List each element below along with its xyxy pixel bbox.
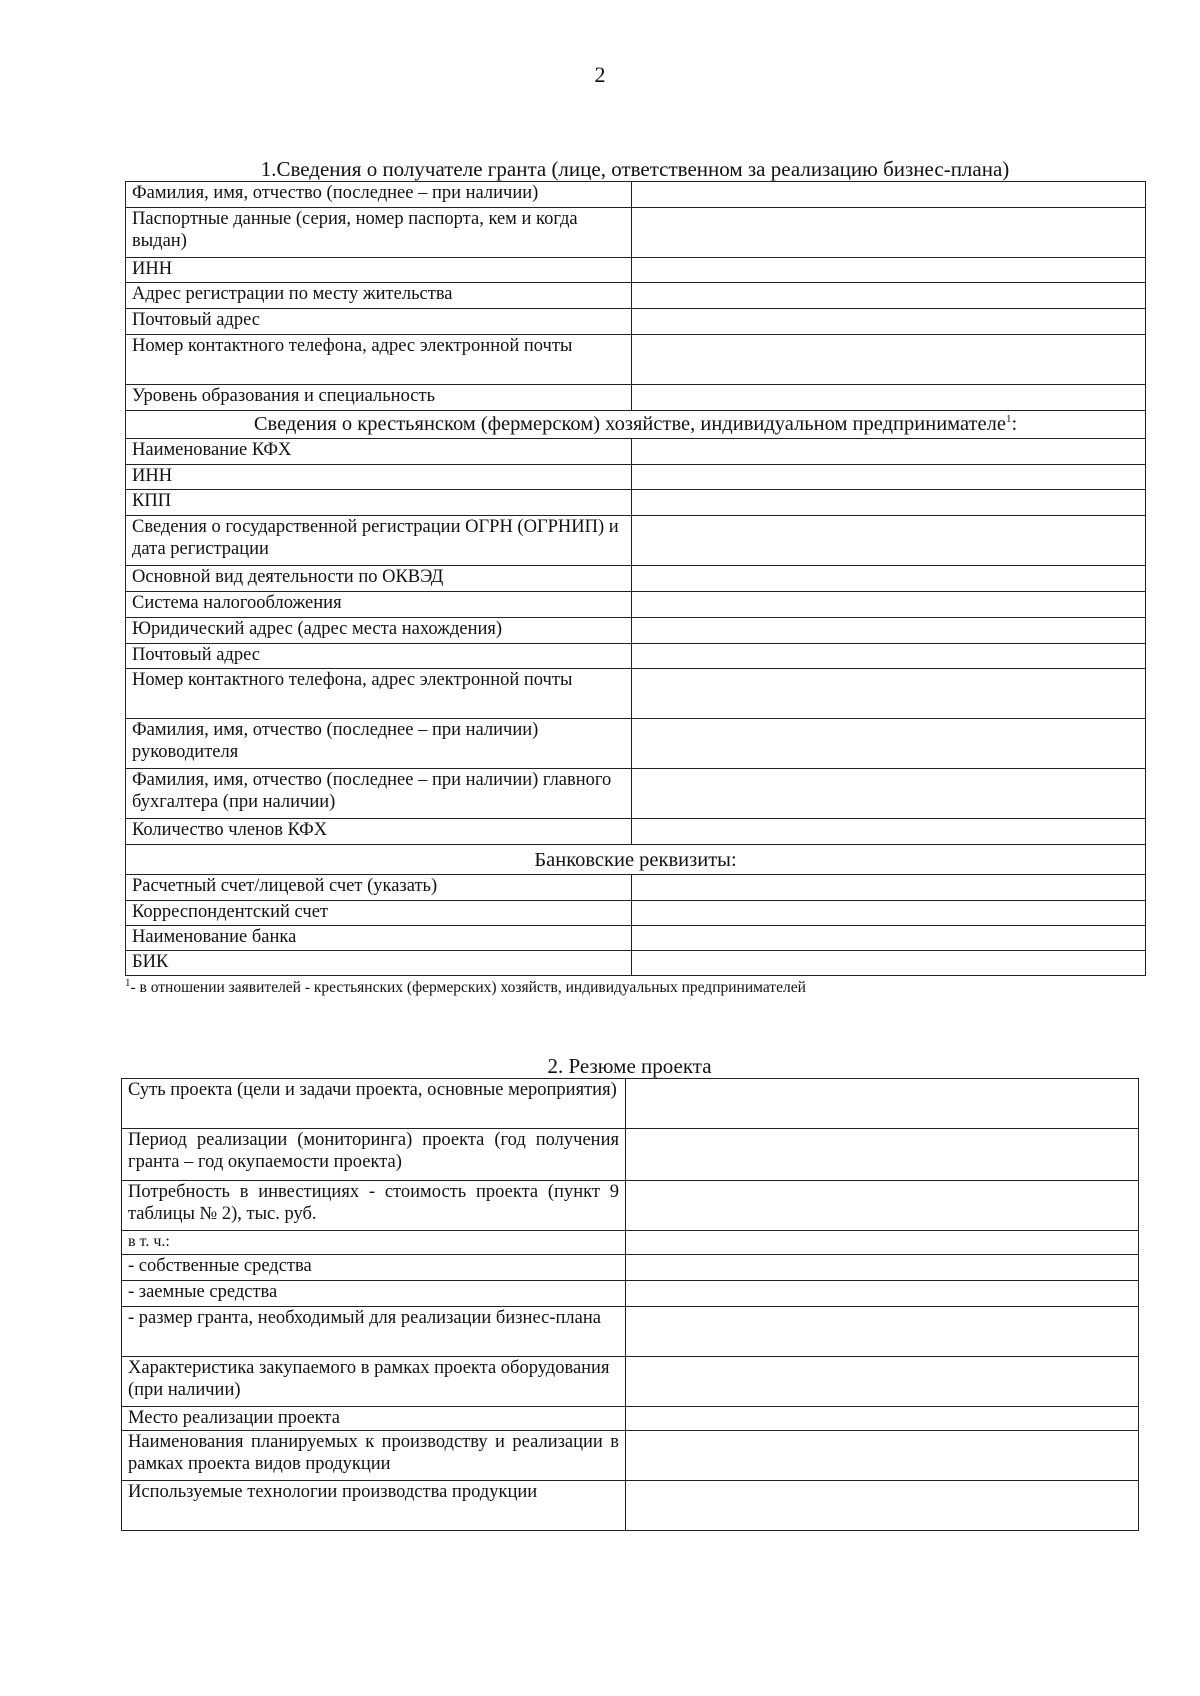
footnote: [125, 978, 1145, 998]
value-cell[interactable]: [632, 566, 1146, 592]
row-label: ИНН: [126, 258, 632, 283]
kfh-header-row: [126, 411, 1146, 439]
row-label: Почтовый адрес: [126, 644, 632, 669]
value-cell[interactable]: [632, 439, 1146, 465]
page-number: 2: [594, 62, 606, 87]
row-label: Уровень образования и специальность: [126, 385, 632, 411]
value-cell[interactable]: [626, 1431, 1139, 1481]
footnote-mark: 1: [1005, 413, 1012, 426]
table-row: [126, 490, 1146, 516]
value-cell[interactable]: [632, 644, 1146, 669]
kfh-header: [126, 411, 1146, 439]
bank-header-row: [126, 845, 1146, 875]
table-row: [126, 258, 1146, 283]
row-label: Период реализации (мониторинга) проекта (год получения гранта – год окупаемости проекта): [122, 1129, 626, 1181]
value-cell[interactable]: [632, 669, 1146, 719]
value-cell[interactable]: [626, 1281, 1139, 1307]
value-cell[interactable]: [632, 490, 1146, 516]
table-row: [126, 516, 1146, 566]
table-row: [126, 439, 1146, 465]
row-label: Место реализации проекта: [122, 1407, 626, 1431]
value-cell[interactable]: [632, 465, 1146, 490]
value-cell[interactable]: [632, 283, 1146, 309]
recipient-table: [125, 181, 1146, 976]
table-row: [122, 1307, 1139, 1357]
value-cell[interactable]: [632, 208, 1146, 258]
row-label: Наименование банка: [126, 926, 632, 951]
value-cell[interactable]: [626, 1231, 1139, 1255]
value-cell[interactable]: [632, 926, 1146, 951]
table-row: [122, 1281, 1139, 1307]
row-label: Паспортные данные (серия, номер паспорта, кем и когда выдан): [126, 208, 632, 258]
row-label: Суть проекта (цели и задачи проекта, основные мероприятия): [122, 1079, 626, 1129]
value-cell[interactable]: [626, 1129, 1139, 1181]
value-cell[interactable]: [632, 592, 1146, 618]
table-row: [122, 1431, 1139, 1481]
row-label: Основной вид деятельности по ОКВЭД: [126, 566, 632, 592]
footnote-text: - в отношении заявителей - крестьянских (фермерских) хозяйств, индивидуальных предпринимателей: [130, 979, 806, 996]
row-label: Юридический адрес (адрес места нахождения): [126, 618, 632, 644]
value-cell[interactable]: [626, 1407, 1139, 1431]
row-label: Адрес регистрации по месту жительства: [126, 283, 632, 309]
section-recipient-title: 1.Сведения о получателе гранта (лице, ответственном за реализацию бизнес-плана): [260, 157, 1010, 181]
table-row: [126, 465, 1146, 490]
table-row: [122, 1231, 1139, 1255]
kfh-header-colon: :: [1011, 413, 1018, 435]
table-row: [126, 182, 1146, 208]
table-row: [122, 1079, 1139, 1129]
table-row: [126, 208, 1146, 258]
table-row: [126, 669, 1146, 719]
value-cell[interactable]: [632, 516, 1146, 566]
table-row: [126, 283, 1146, 309]
value-cell[interactable]: [626, 1079, 1139, 1129]
row-label: Расчетный счет/лицевой счет (указать): [126, 875, 632, 901]
section-project-summary: [121, 1054, 1138, 1531]
kfh-header-text: Сведения о крестьянском (фермерском) хозяйстве, индивидуальном предпринимателе: [253, 413, 1006, 435]
row-label: Почтовый адрес: [126, 309, 632, 335]
value-cell[interactable]: [632, 335, 1146, 385]
row-label: Характеристика закупаемого в рамках проекта оборудования (при наличии): [122, 1357, 626, 1407]
row-label: - размер гранта, необходимый для реализации бизнес-плана: [122, 1307, 626, 1357]
table-row: [126, 309, 1146, 335]
table-row: [126, 926, 1146, 951]
table-row: [126, 592, 1146, 618]
value-cell[interactable]: [632, 819, 1146, 845]
table-row: [126, 951, 1146, 976]
table-row: [126, 719, 1146, 769]
row-label: Фамилия, имя, отчество (последнее – при наличии) руководителя: [126, 719, 632, 769]
row-label: Корреспондентский счет: [126, 901, 632, 926]
table-row: [122, 1181, 1139, 1231]
table-row: [126, 875, 1146, 901]
value-cell[interactable]: [632, 258, 1146, 283]
row-label: Потребность в инвестициях - стоимость проекта (пункт 9 таблицы № 2), тыс. руб.: [122, 1181, 626, 1231]
table-row: [126, 385, 1146, 411]
table-row: [126, 644, 1146, 669]
value-cell[interactable]: [626, 1181, 1139, 1231]
table-row: [126, 769, 1146, 819]
value-cell[interactable]: [626, 1357, 1139, 1407]
table-row: [126, 819, 1146, 845]
row-label: КПП: [126, 490, 632, 516]
row-label: Сведения о государственной регистрации ОГРН (ОГРНИП) и дата регистрации: [126, 516, 632, 566]
row-label: - заемные средства: [122, 1281, 626, 1307]
row-label: Используемые технологии производства продукции: [122, 1481, 626, 1531]
value-cell[interactable]: [632, 309, 1146, 335]
row-label: Количество членов КФХ: [126, 819, 632, 845]
row-label: в т. ч.:: [122, 1231, 626, 1255]
row-label: Наименования планируемых к производству и реализации в рамках проекта видов продукции: [122, 1431, 626, 1481]
row-label: Система налогообложения: [126, 592, 632, 618]
project-summary-table: [121, 1078, 1139, 1531]
row-label: ИНН: [126, 465, 632, 490]
row-label: БИК: [126, 951, 632, 976]
value-cell[interactable]: [632, 719, 1146, 769]
value-cell[interactable]: [632, 618, 1146, 644]
row-label: Номер контактного телефона, адрес электронной почты: [126, 669, 632, 719]
row-label: Фамилия, имя, отчество (последнее – при наличии): [126, 182, 632, 208]
value-cell[interactable]: [632, 385, 1146, 411]
row-label: Фамилия, имя, отчество (последнее – при наличии) главного бухгалтера (при наличии): [126, 769, 632, 819]
table-row: [126, 901, 1146, 926]
section-recipient: [125, 157, 1145, 998]
row-label: Наименование КФХ: [126, 439, 632, 465]
value-cell[interactable]: [632, 901, 1146, 926]
bank-header: Банковские реквизиты:: [126, 845, 1146, 875]
row-label: Номер контактного телефона, адрес электронной почты: [126, 335, 632, 385]
value-cell[interactable]: [626, 1307, 1139, 1357]
row-label: - собственные средства: [122, 1255, 626, 1281]
table-row: [126, 566, 1146, 592]
table-row: [122, 1481, 1139, 1531]
value-cell[interactable]: [632, 875, 1146, 901]
value-cell[interactable]: [626, 1481, 1139, 1531]
section-project-summary-title: 2. Резюме проекта: [547, 1054, 712, 1078]
table-row: [122, 1129, 1139, 1181]
table-row: [122, 1407, 1139, 1431]
footnote-mark: 1: [125, 976, 131, 989]
value-cell[interactable]: [632, 182, 1146, 208]
value-cell[interactable]: [632, 769, 1146, 819]
value-cell[interactable]: [632, 951, 1146, 976]
table-row: [126, 335, 1146, 385]
table-row: [122, 1255, 1139, 1281]
table-row: [126, 618, 1146, 644]
table-row: [122, 1357, 1139, 1407]
value-cell[interactable]: [626, 1255, 1139, 1281]
